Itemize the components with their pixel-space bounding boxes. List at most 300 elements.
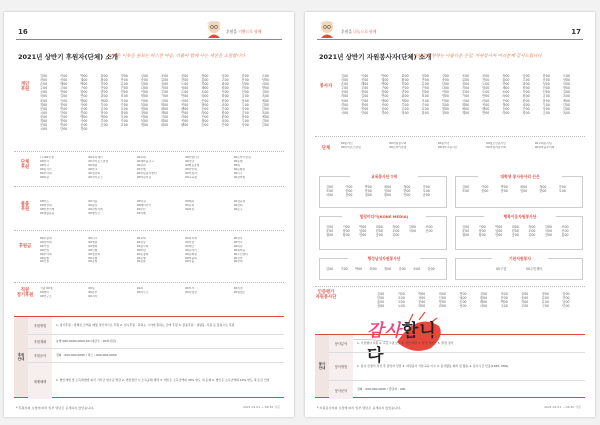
volunteer-name: 탁00 — [441, 98, 449, 103]
donor-name: 민00 — [100, 86, 108, 91]
donor-name: 탁00 — [140, 114, 148, 119]
donor-org: 00식품 — [185, 260, 195, 264]
donor-org: 00의원 — [40, 175, 49, 179]
donor-org: 00교회 — [136, 156, 146, 159]
donor-name: 형00 — [201, 119, 209, 124]
volunteer-name: 기00 — [461, 94, 470, 99]
divider — [315, 136, 585, 137]
volunteer-name: 최00 — [384, 185, 392, 189]
donor-name: 명00 — [140, 94, 148, 99]
donor-org: 00치과 — [136, 163, 146, 167]
box-names — [326, 185, 442, 197]
volunteer-name: 시00 — [341, 110, 349, 115]
donor-name: 차00 — [261, 82, 269, 87]
donor-org: 00로타리 — [185, 248, 197, 252]
info-side-label: 봉사 안내 — [315, 335, 329, 397]
donor-org: 00떡집 — [136, 200, 146, 203]
donor-org: 00문화원 — [185, 252, 197, 256]
donor-org: 00학교 — [88, 167, 98, 171]
donor-name: 라00 — [201, 110, 209, 115]
donor-name: 온00 — [100, 106, 108, 111]
volunteer-name: 오00 — [562, 74, 570, 78]
volunteer-name: 최00 — [375, 225, 383, 229]
donor-name: 피00 — [221, 102, 229, 107]
goods-donor-list — [40, 200, 282, 216]
staff-donor-list — [40, 287, 282, 299]
volunteer-name: 곽00 — [438, 304, 446, 309]
volunteer-name: 권00 — [459, 296, 467, 301]
donor-org: 00지점 — [233, 287, 243, 290]
donor-name: 한00 — [241, 74, 249, 78]
donor-name: 육00 — [40, 114, 48, 119]
volunteer-group-list — [341, 142, 583, 150]
donor-org: 00건설 — [40, 260, 49, 264]
volunteer-name: 심00 — [461, 82, 470, 87]
donor-name: 라00 — [201, 94, 209, 99]
donor-name: 사00 — [80, 102, 88, 107]
donor-name: 인00 — [60, 98, 68, 103]
donor-name: 갈00 — [261, 106, 269, 111]
donor-name: 용00 — [241, 98, 249, 103]
volunteer-name: 안00 — [495, 233, 503, 238]
volunteer-name: 가00 — [421, 102, 429, 107]
volunteer-name: 오00 — [392, 229, 400, 234]
volunteer-name: 양00 — [562, 78, 570, 83]
donor-org: 00카페 — [136, 211, 146, 215]
volunteer-name: 지00 — [461, 86, 470, 91]
donor-name: 태00 — [160, 119, 169, 124]
donor-org: 00적십자 — [185, 171, 197, 175]
volunteer-name: 황00 — [480, 296, 488, 301]
donor-name: 봉00 — [60, 102, 68, 107]
volunteer-name: 노00 — [397, 304, 405, 309]
donor-org: 00(주) — [88, 237, 97, 240]
info-row-text: 1. 정기후원 : 정해진 금액을 매월 정기적으로 후원 2. 일시후원 : 원하는 시기에 원하는 금액 후원 3. 물품후원 : 생필품, 식품 등 물품으로 후원 — [56, 322, 235, 327]
volunteer-name: 송00 — [521, 296, 529, 301]
donor-org: 00제과 — [185, 200, 195, 203]
donor-name: 창00 — [140, 110, 148, 115]
date-range: 2021.01.01 ~ 06.30 기준 — [544, 405, 581, 409]
donor-name: 두00 — [241, 102, 249, 107]
volunteer-name: 임00 — [562, 292, 570, 296]
category-label: 봉사자 — [319, 84, 333, 89]
volunteer-name: 주00 — [341, 86, 349, 91]
volunteer-name: 상00 — [542, 106, 550, 111]
donor-name: 허00 — [100, 82, 108, 87]
donor-org: 00새마을금고 — [136, 159, 154, 163]
donor-name: 팽00 — [181, 106, 189, 111]
volunteer-org: 00적십자봉사회 — [486, 145, 506, 149]
donor-org: 00전자 — [233, 256, 243, 260]
volunteer-name: 임00 — [384, 189, 392, 194]
donor-name: 주00 — [40, 86, 48, 91]
donor-name: 나00 — [140, 86, 148, 91]
volunteer-name: 문00 — [542, 78, 550, 83]
category-label: 단체 — [321, 146, 331, 151]
volunteer-name: 동00 — [381, 106, 389, 111]
donor-name: 갈00 — [261, 123, 269, 128]
donor-name: 백00 — [80, 82, 88, 87]
volunteer-name: 은00 — [502, 98, 510, 103]
donor-org: 00반찬가게 — [40, 207, 55, 211]
volunteer-name: 옥00 — [562, 94, 570, 99]
donor-org: 00산업(주) — [185, 156, 200, 159]
donor-org: 00센터 — [40, 290, 49, 294]
volunteer-name: 정00 — [403, 185, 411, 189]
volunteer-name: 임00 — [359, 229, 367, 234]
section-tag — [226, 29, 261, 35]
volunteer-name: 최00 — [511, 225, 519, 229]
donor-name: 은00 — [201, 98, 209, 103]
volunteer-name: 도00 — [482, 90, 490, 95]
volunteer-name: 홍00 — [377, 300, 385, 305]
volunteer-name: 옥00 — [562, 110, 570, 115]
category-volunteer — [315, 84, 337, 89]
volunteer-org: 00라이온스클럽 — [341, 145, 361, 149]
volunteer-name: 구00 — [381, 86, 389, 91]
volunteer-name: 연00 — [381, 94, 389, 99]
donor-name: 예00 — [261, 114, 269, 119]
volunteer-name: 김00 — [326, 267, 334, 271]
volunteer-name: 곽00 — [522, 82, 530, 87]
volunteer-name: 송00 — [375, 233, 383, 238]
donor-name: 송00 — [140, 78, 148, 83]
donor-name: 설00 — [261, 90, 269, 95]
donor-name: 감00 — [261, 119, 269, 124]
volunteer-name: 팽00 — [482, 106, 490, 111]
donor-org: 00봉사단 — [40, 167, 52, 171]
donor-org: 00성당 — [185, 159, 195, 163]
donor-name: 범00 — [140, 123, 148, 128]
volunteer-org: 00청소년봉사단 — [486, 142, 506, 145]
volunteer-name: 윤00 — [481, 189, 489, 194]
donor-org: 00과 — [136, 287, 144, 290]
donor-name: 채00 — [201, 86, 209, 91]
donor-name: 위00 — [100, 94, 108, 99]
volunteer-name: 문00 — [418, 300, 426, 305]
donor-name: 공00 — [40, 90, 48, 95]
volunteer-name: 류00 — [541, 296, 549, 301]
volunteer-name: 정00 — [384, 267, 392, 271]
donor-org: 00새마을 — [233, 248, 246, 252]
donor-org: 00로타리클럽 — [233, 156, 251, 159]
volunteer-name: 좌00 — [461, 106, 470, 111]
volunteer-name: 정00 — [392, 225, 400, 229]
volunteer-name: 방00 — [562, 86, 570, 91]
donor-name: 경00 — [40, 102, 48, 107]
donor-org: 00정육점 — [233, 200, 246, 203]
donor-org: 00부녀회 — [40, 171, 52, 175]
donor-org: 00수산 — [136, 207, 146, 211]
volunteer-name: 허00 — [521, 300, 529, 305]
donor-name: 탁00 — [140, 98, 148, 103]
donor-org: 00과일가게 — [88, 207, 103, 211]
info-row-text: 1. 봉사 신청서 작성 후 담당자 상담 2. 자원봉사 기본교육 이수 3. 봉사활동 배치 및 활동 4. 봉사시간 인증(1365, VMS) — [357, 363, 509, 368]
donor-name: 단00 — [60, 110, 68, 115]
donor-org: 00라이온스클럽 — [88, 159, 109, 163]
page-title: 2021년 상반기 자원봉사자(단체) 소개 — [319, 53, 432, 61]
volunteer-name: 길00 — [361, 94, 369, 99]
box-names — [462, 185, 578, 193]
volunteer-name: 고00 — [522, 78, 530, 83]
grandmother-mascot-icon — [204, 18, 224, 38]
donor-org: 00교회 — [136, 237, 146, 240]
volunteer-name: 반00 — [482, 110, 490, 115]
donor-name: 금00 — [241, 110, 249, 115]
volunteer-name: 한00 — [403, 189, 411, 194]
divider — [14, 186, 284, 187]
volunteer-org: 00주민센터 — [526, 267, 543, 271]
volunteer-name: 목00 — [482, 102, 490, 107]
donor-name: 가00 — [120, 102, 128, 107]
donor-org: (주)00건설 — [40, 156, 54, 159]
volunteer-name: 봉00 — [361, 102, 369, 107]
info-row-text: 농협 000-0000-0000-00 (예금주 : 00복지관) — [56, 338, 116, 343]
volunteer-name: 사00 — [381, 102, 389, 107]
donor-name: 복00 — [140, 102, 148, 107]
volunteer-name: 금00 — [542, 110, 550, 115]
donor-org: 00쌀상회 — [40, 203, 52, 207]
volunteer-name: 이00 — [478, 225, 486, 229]
volunteer-name: 서00 — [341, 78, 349, 83]
volunteer-name: 조00 — [500, 292, 508, 296]
donor-name: 엄00 — [181, 86, 189, 91]
donor-name: 김00 — [40, 74, 48, 78]
donor-name: 인00 — [60, 114, 68, 119]
volunteer-name: 윤00 — [482, 74, 490, 78]
volunteer-name: 예00 — [562, 98, 570, 103]
donor-org: 00상사 — [40, 159, 49, 163]
donor-org: 00수협 — [88, 256, 98, 260]
volunteer-name: 구00 — [541, 304, 549, 309]
divider — [14, 282, 284, 283]
donor-org: 00상점 — [185, 240, 195, 244]
volunteer-name: 경00 — [341, 102, 349, 107]
volunteer-name: 서00 — [418, 296, 426, 301]
donor-org: 00방앗간 — [88, 211, 101, 215]
donor-name: 이00 — [60, 74, 68, 78]
donor-name: 팽00 — [181, 123, 189, 128]
volunteer-name: 김00 — [326, 225, 334, 229]
volunteer-name: 복00 — [441, 102, 449, 107]
volunteer-name: 안00 — [500, 296, 508, 301]
donor-org: 00농협 — [40, 256, 49, 260]
donor-name: 봉00 — [60, 119, 68, 124]
donor-name: 두00 — [241, 119, 249, 124]
donor-name: 서00 — [40, 78, 48, 83]
volunteer-name: 임00 — [495, 229, 503, 234]
box-names — [462, 225, 578, 237]
volunteer-name: 서00 — [544, 229, 552, 234]
volunteer-name: 박00 — [500, 185, 508, 189]
volunteer-name: 송00 — [511, 233, 519, 238]
volunteer-name: 황00 — [342, 233, 350, 238]
donor-org: 00마트 — [40, 200, 49, 203]
donor-name: 빈00 — [60, 123, 68, 128]
donor-org: 00협회 — [88, 244, 98, 248]
volunteer-name: 단00 — [361, 110, 369, 115]
volunteer-name: 홍00 — [561, 233, 569, 238]
donor-org: 00식품 — [88, 200, 98, 203]
donor-name: 최00 — [100, 74, 108, 78]
volunteer-name: 감00 — [562, 102, 570, 107]
volunteer-name: 양00 — [438, 300, 446, 305]
box-education — [319, 176, 447, 208]
right-page — [305, 12, 595, 417]
volunteer-name: 남00 — [562, 300, 570, 305]
donor-name: 맹00 — [80, 98, 88, 103]
donor-name: 권00 — [80, 78, 88, 83]
volunteer-name: 정00 — [421, 74, 429, 78]
volunteer-name: 공00 — [341, 90, 349, 95]
volunteer-name: 서00 — [326, 193, 334, 198]
donor-org: 00복지재단 — [88, 156, 103, 159]
volunteer-name: 차00 — [480, 304, 488, 309]
volunteer-name: 권00 — [326, 233, 334, 238]
volunteer-name: 추00 — [461, 90, 470, 95]
donor-org: 00학원 — [136, 248, 146, 252]
volunteer-name: 오00 — [422, 189, 430, 194]
thanks-part-a: 감사 — [367, 321, 402, 341]
volunteer-name: 이00 — [481, 185, 489, 189]
volunteer-name: 한00 — [542, 74, 550, 78]
donor-name: 노00 — [181, 82, 189, 87]
volunteer-name: 김00 — [326, 185, 334, 189]
donor-org: 00상인회 — [185, 167, 197, 171]
donor-name: 좌00 — [160, 106, 169, 111]
volunteer-name: 차00 — [562, 82, 570, 87]
category-certified — [311, 290, 341, 300]
donor-org: 00부녀회 — [40, 252, 52, 256]
volunteer-name: 범00 — [441, 106, 449, 111]
donor-name: 음00 — [40, 106, 48, 111]
volunteer-name: 금00 — [542, 94, 550, 99]
donor-name: 목00 — [181, 119, 189, 124]
info-row-label: 후원문의 — [28, 349, 52, 362]
donor-name: 승00 — [201, 106, 209, 111]
volunteer-name: 김00 — [377, 292, 385, 296]
volunteer-name: 우00 — [521, 304, 529, 309]
volunteer-name: 김00 — [462, 225, 470, 229]
volunteer-name: 신00 — [438, 296, 446, 301]
donor-name: 복00 — [140, 119, 148, 124]
donor-name: 태00 — [160, 102, 169, 107]
volunteer-name: 하00 — [502, 82, 510, 87]
donor-org: 00문화원 — [233, 167, 246, 171]
donor-name: 견00 — [80, 127, 88, 132]
page-subtitle: 사랑을 실천하는 아름다운 손길, 자원봉사자 여러분께 감사드립니다 — [413, 54, 542, 59]
info-row-text: 전화 : 000-000-0000 / 팩스 : 000-000-0000 — [56, 352, 117, 357]
donor-name: 고00 — [221, 78, 229, 83]
volunteer-org: 00동아리 — [437, 142, 450, 145]
donor-name: 단00 — [60, 127, 68, 132]
donor-name: 편00 — [221, 98, 229, 103]
donor-name: 호00 — [120, 123, 128, 128]
donor-name: 간00 — [221, 106, 229, 111]
donor-name: 소00 — [201, 90, 209, 95]
box-names — [326, 267, 442, 271]
donor-org: 00영업소 — [233, 290, 246, 294]
volunteer-name: 유00 — [541, 300, 549, 305]
donor-org: 00유통 — [136, 260, 146, 264]
box-title: 행복이음자원봉사단 — [484, 214, 556, 220]
donor-name: 부00 — [100, 102, 108, 107]
volunteer-name: 왕00 — [522, 110, 530, 115]
volunteer-name: 강00 — [480, 292, 488, 296]
volunteer-name: 라00 — [502, 110, 510, 115]
donor-name: 동00 — [80, 106, 88, 111]
donor-org: 00교육청 — [185, 175, 197, 179]
volunteer-name: 황00 — [401, 78, 409, 83]
divider — [14, 230, 284, 231]
volunteer-name: 어00 — [482, 98, 490, 103]
donor-org: 00신협 — [88, 248, 98, 252]
volunteer-name: 하00 — [418, 304, 426, 309]
donor-org: 00의류 — [185, 207, 195, 211]
volunteer-name: 빈00 — [361, 106, 369, 111]
volunteer-name: 신00 — [361, 78, 369, 83]
volunteer-name: 신00 — [425, 229, 433, 234]
volunteer-name: 심00 — [377, 304, 385, 309]
volunteer-name: 강00 — [441, 74, 449, 78]
volunteer-name: 조00 — [462, 189, 470, 194]
info-row-contact — [329, 381, 585, 399]
donor-name: 남00 — [140, 82, 148, 87]
left-page — [4, 12, 294, 417]
volunteer-name: 제00 — [401, 98, 409, 103]
section-tag-main: 후원을 — [341, 29, 353, 34]
volunteer-name: 강00 — [544, 225, 552, 229]
donor-name: 하00 — [201, 82, 209, 87]
donor-org: 00농협 — [233, 159, 243, 163]
info-row-account — [28, 335, 284, 349]
volunteer-name: 강00 — [558, 185, 566, 189]
volunteer-name: 태00 — [461, 102, 470, 107]
volunteer-name: 박00 — [364, 185, 372, 189]
volunteer-info-table — [315, 334, 585, 398]
donor-name: 정00 — [120, 74, 128, 78]
volunteer-name: 권00 — [381, 78, 389, 83]
donor-name: 선00 — [241, 90, 249, 95]
donor-name: 전00 — [181, 78, 189, 83]
donor-org: 00기업 — [40, 244, 49, 248]
donor-name: 감00 — [261, 102, 269, 107]
volunteer-name: 용00 — [542, 98, 550, 103]
donor-name: 류00 — [160, 78, 169, 83]
donor-org: 00사업장 — [185, 290, 197, 294]
volunteer-name: 신00 — [561, 229, 569, 234]
donor-org: 00상회 — [233, 203, 243, 207]
info-row-label: 후원방법 — [28, 317, 52, 334]
donor-name: 옥00 — [261, 110, 269, 115]
volunteer-name: 박00 — [359, 225, 367, 229]
category-label: 물품 후원 — [20, 202, 30, 212]
volunteer-name: 화00 — [421, 110, 429, 115]
donor-name: 황00 — [100, 78, 108, 83]
volunteer-name: 진00 — [421, 86, 429, 91]
volunteer-name: 민00 — [562, 304, 570, 309]
donor-name: 구00 — [80, 86, 88, 91]
volunteer-name: 반00 — [482, 94, 490, 99]
volunteer-name: 황00 — [478, 233, 486, 238]
volunteer-name: 편00 — [522, 98, 530, 103]
donor-org: 00장학회 — [40, 240, 52, 244]
donor-name: 사00 — [80, 119, 88, 124]
donor-name: 방00 — [261, 86, 269, 91]
donor-name: 상00 — [241, 123, 249, 128]
info-row-label: 봉사문의 — [329, 381, 353, 399]
info-side-label: 후원 안내 — [14, 317, 28, 397]
